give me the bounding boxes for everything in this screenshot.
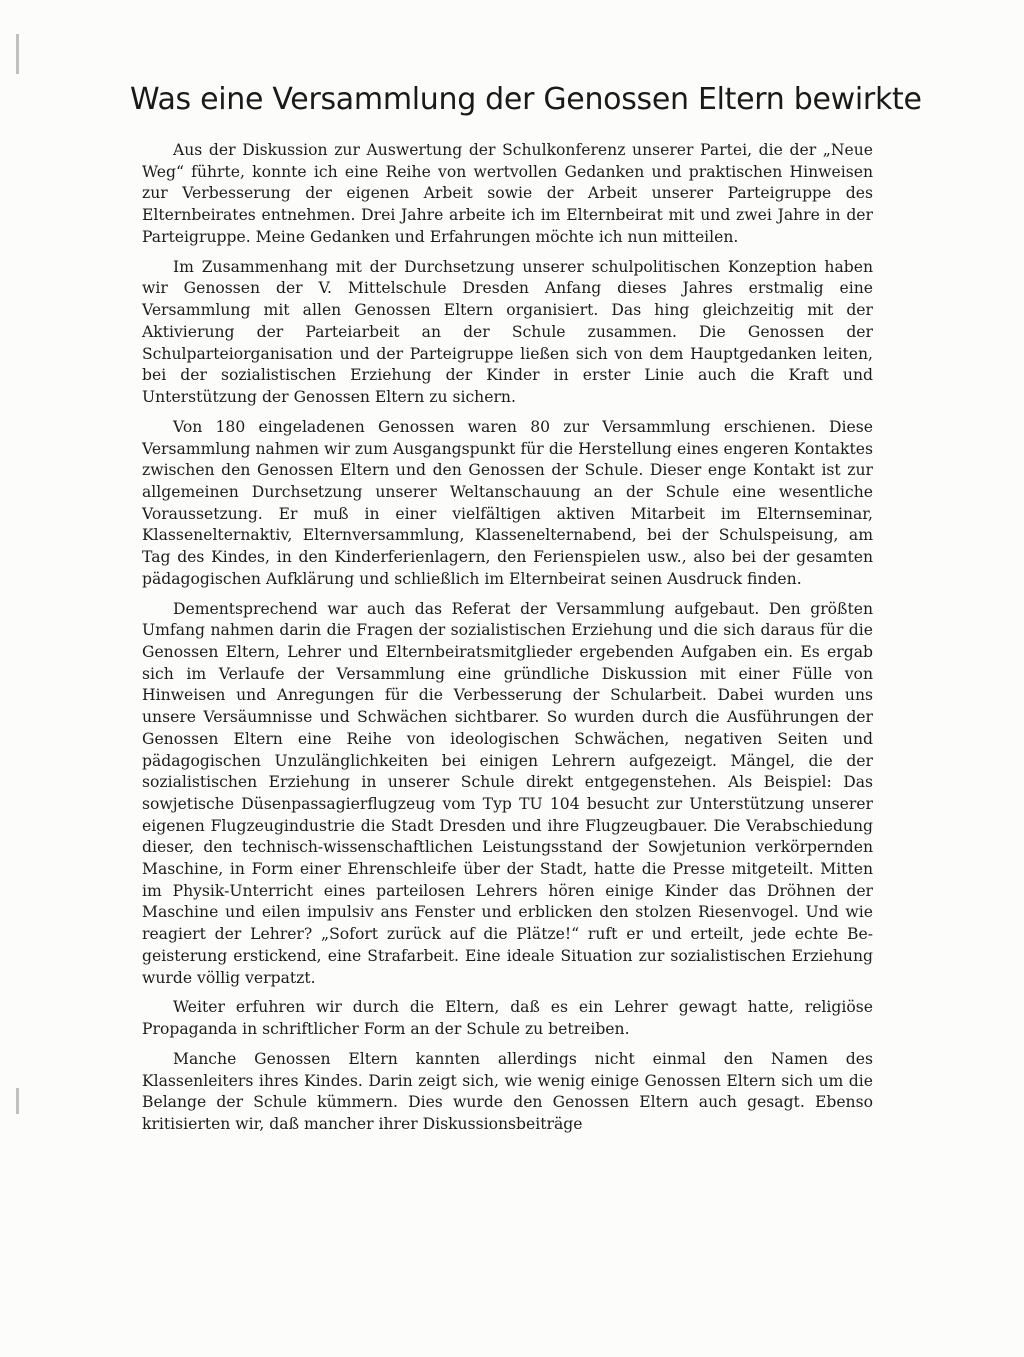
scan-margin-mark [16,34,19,74]
paragraph: Manche Genossen Eltern kannten allerdings nicht einmal den Namen des Klassenleiters ihres Kindes. Darin zeigt sich, wie wenig einige Genossen Eltern sich um die Belange der Schule kümmern. Dies wurde den Genossen Eltern auch gesagt. Ebenso kritisierten wir, daß mancher ihrer Diskussionsbeiträge [142,1050,873,1134]
paragraph: Dementsprechend war auch das Referat der Versammlung aufgebaut. Den größten Umfang nahmen darin die Fragen der sozialistischen Erziehung und die sich daraus für die Genossen Eltern, Lehrer und Elternbeiratsmitglieder ergebenden Aufgaben ein. Es ergab sich im Verlaufe der Versammlung eine gründliche Diskussion mit einer Fülle von Hinweisen und Anregungen für die Verbesserung der Schularbeit. Dabei wurden uns unsere Versäumnisse und Schwächen sichtbarer. So wurden durch die Ausführungen der Genossen Eltern eine Reihe von ideologischen Schwächen, negativen Seiten und pädagogischen Unzulänglichkeiten bei einigen Lehrern aufgezeigt. Mängel, die der sozialistischen Erziehung in unserer Schule direkt entgegenstehen. Als Beispiel: Das sowjetische Düsenpassagierflugzeug vom Typ TU 104 besucht zur Unterstützung unserer eigenen Flugzeugindustrie die Stadt Dresden und ihre Flugzeugbauer. Die Verabschiedung dieser, den technisch-wissenschaftlichen Leistungsstand der Sowjetunion verkörpernden Maschine, in Form einer Ehrenschleife über der Stadt, hatte die Presse mitgeteilt. Mitten im Physik-Unterricht eines parteilosen Lehrers hören einige Kinder das Dröhnen der Maschine und eilen impulsiv ans Fenster und erblicken den stolzen Riesenvogel. Und wie reagiert der Lehrer? „Sofort zurück auf die Plätze!“ ruft er und erteilt, jede echte Begeisterung erstickend, eine Strafarbeit. Eine ideale Situation zur sozialistischen Erziehung wurde völlig verpatzt. [142,599,873,987]
article-body [142,140,873,1144]
paragraph: Aus der Diskussion zur Auswertung der Schulkonferenz unserer Partei, die der „Neue Weg“ führte, konnte ich eine Reihe von wertvollen Gedanken und praktischen Hinweisen zur Verbesserung der eigenen Arbeit sowie der Arbeit unserer Parteigruppe des Elternbeirates entnehmen. Drei Jahre arbeite ich im Elternbeirat mit und zwei Jahre in der Parteigruppe. Meine Gedanken und Erfahrungen möchte ich nun mitteilen. [142,141,873,246]
paragraph: Weiter erfuhren wir durch die Eltern, daß es ein Lehrer gewagt hatte, religiöse Propaganda in schriftlicher Form an der Schule zu betreiben. [142,998,873,1039]
paragraph: Im Zusammenhang mit der Durchsetzung unserer schulpolitischen Konzeption haben wir Genossen der V. Mittelschule Dresden Anfang dieses Jahres erstmalig eine Versammlung mit allen Genossen Eltern organisiert. Das hing gleichzeitig mit der Aktivierung der Parteiarbeit an der Schule zusammen. Die Genossen der Schulparteiorganisation und der Parteigruppe ließen sich von dem Hauptgedanken leiten, bei der sozialistischen Erziehung der Kinder in erster Linie auch die Kraft und Unterstützung der Genossen Eltern zu sichern. [142,257,873,406]
scan-margin-mark [16,1088,19,1114]
paragraph: Von 180 eingeladenen Genossen waren 80 zur Versammlung erschienen. Diese Versammlung nahmen wir zum Ausgangspunkt für die Herstellung eines engeren Kontaktes zwischen den Genossen Eltern und den Genossen der Schule. Dieser enge Kontakt ist zur allgemeinen Durchsetzung unserer Weltanschauung an der Schule eine wesentliche Voraussetzung. Er muß in einer vielfältigen aktiven Mitarbeit im Elternseminar, Klassenelternaktiv, Elternversammlung, Klassenelternabend, bei der Schulspeisung, am Tag des Kindes, in den Kinderferienlagern, den Ferienspielen usw., also bei der gesamten pädagogischen Aufklärung und schließlich im Elternbeirat seinen Ausdruck finden. [142,417,873,588]
article-title: Was eine Versammlung der Genossen Eltern bewirkte [130,82,922,117]
